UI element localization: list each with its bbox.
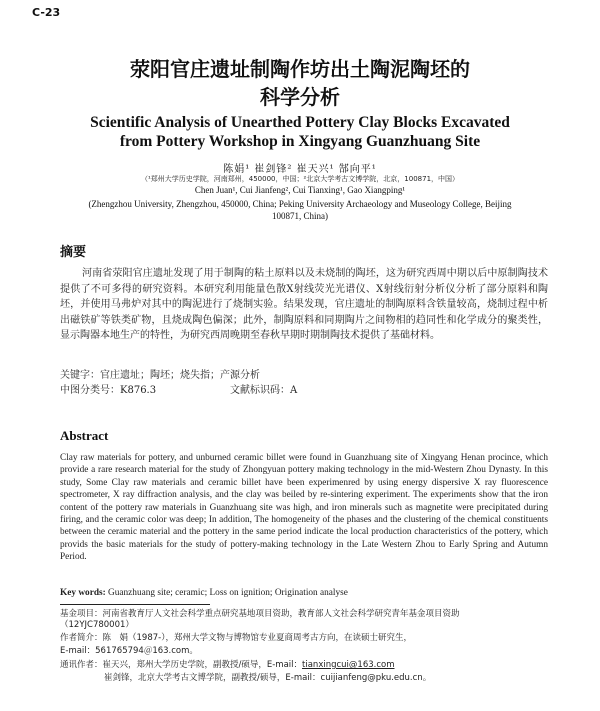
footnote-fund-id: （12YJC780001） (60, 620, 134, 630)
keywords-en-label: Key words: (60, 588, 106, 598)
footnote-corresponding (60, 660, 560, 671)
abstract-cn-body: 河南省荥阳官庄遗址发现了用于制陶的粘土原料以及未烧制的陶坯，这为研究西周中期以后中原制陶技术提供了不可多得的研究资料。本研究利用能量色散X射线荧光光谱仪、X射线衍射分析仪分析了部分原料和陶坯，并使用马弗炉对其中的陶泥进行了烧制实验。结果发现，官庄遗址的制陶原料含铁量较高，烧制过程中析出磁铁矿等铁类矿物，且烧成陶色偏深；此外，制陶原料和同期陶片之间物相的趋同性和化学成分的聚类性，显示陶器本地生产的特性，为研究西周晚期至春秋早期时期制陶技术提供了基础材料。 (60, 268, 548, 341)
classification-number: 中图分类号：K876.3 (60, 385, 157, 396)
affiliations-cn: （¹郑州大学历史学院，河南郑州，450000，中国；²北京大学考古文博学院，北京，100871，中国） (140, 175, 460, 183)
corresponding-email-link[interactable]: tianxingcui@163.com (302, 660, 395, 670)
abstract-en-body: Clay raw materials for pottery, and unburned ceramic billet were found in Guanzhuang site of Xingyang Henan procince, which provide a rare research material for the study of Zhongyuan pottery making technology in the mid-Western Zhou Dynasty. In this study, Some Clay raw materials and ceramic billet have been experimenred by using energy dispersive X ray fluorescence spectrometer, X ray diffraction analysis, and the clay was beiled by re-sintering experiment. The experiments show that the iron content of the pottery raw materials in Guanzhuang site was high, and iron minerals such as magnetite were precipitated during firing, and the ceramic color was deep; In addition, The homogeneity of the phases and the clustering of the chemical constituents between the ceramic material and the pottery in the same period indicate the local production characteristics of the pottery, which provids the basic materials for the study of pottery-making technology in the Late Western Zhou to Early Spring and Autumn Period. (60, 453, 548, 563)
abstract-en-heading: Abstract (60, 428, 109, 443)
corresponding-2-email[interactable]: E-mail：cuijianfeng@pku.edu.cn (285, 673, 423, 683)
keywords-en-text: Guanzhuang site; ceramic; Loss on ignition; Origination analyse (105, 588, 348, 598)
footnote-corresponding-2 (104, 673, 600, 684)
keywords-en (60, 588, 348, 598)
abstract-cn-heading: 摘要 (60, 245, 87, 260)
footnote-author-email: E-mail：561765794＠163.com。 (60, 646, 198, 656)
paper-code: C-23 (32, 6, 61, 19)
document-code: 文献标识码：A (230, 385, 298, 396)
affiliations-en-line1: (Zhengzhou University, Zhengzhou, 450000, China; Peking University Archaeology and Museology College, Beijing (88, 199, 512, 209)
footnote-corresponding-text: 通讯作者：崔天兴，郑州大学历史学院，副教授/硕导，E-mail： (60, 660, 303, 670)
authors-en: Chen Juan¹, Cui Jianfeng², Cui Tianxing¹, Gao Xiangping¹ (194, 185, 406, 195)
footnote-divider (60, 604, 210, 605)
keywords-cn: 关键字：官庄遗址；陶坯；烧失指；产源分析 (60, 370, 260, 381)
title-en-line2: from Pottery Workshop in Xingyang Guanzhuang Site (119, 133, 481, 150)
footnote-corresponding-2-text: 崔剑锋，北京大学考古文博学院，副教授/硕导， (104, 673, 286, 683)
title-cn-line1: 荥阳官庄遗址制陶作坊出土陶泥陶坯的 (130, 57, 470, 81)
title-cn-line2: 科学分析 (260, 85, 340, 109)
affiliations-en (30, 198, 570, 222)
title-en-line1: Scientific Analysis of Unearthed Pottery Clay Blocks Excavated (90, 114, 510, 131)
authors-cn: 陈娟¹ 崔剑锋² 崔天兴¹ 郜向平¹ (223, 164, 377, 175)
footnote-corresponding-2-end: 。 (422, 673, 432, 683)
footnote-fund: 基金项目：河南省教育厅人文社会科学重点研究基地项目资助，教育部人文社会科学研究青年基金项目资助 (60, 609, 460, 619)
footnote-author: 作者简介：陈 娟（1987-），郑州大学文物与博物馆专业夏商周考古方向，在读硕士研究生， (60, 633, 412, 643)
classification-cn-row (60, 381, 297, 396)
affiliations-en-line2: 100871, China) (272, 211, 328, 221)
